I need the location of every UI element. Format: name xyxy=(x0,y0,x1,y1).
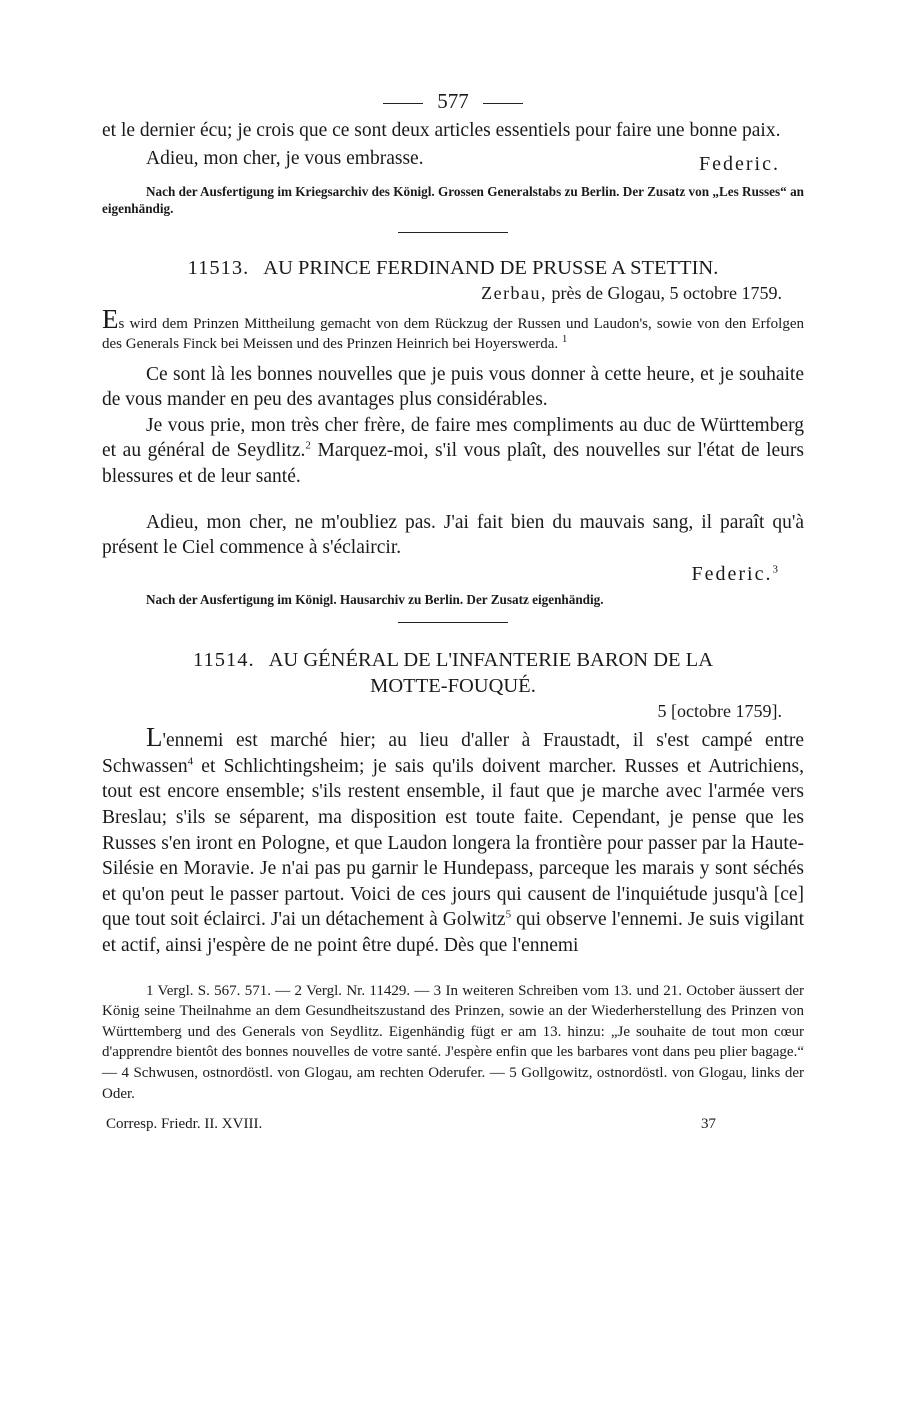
letter-11514-number: 11514. xyxy=(192,649,255,672)
footnote-ref-1: 1 xyxy=(561,332,568,345)
para-2-text-b: Marquez-moi, s'il vous plaît, des nouvelles sur l'état de leurs blessures et de leur santé. xyxy=(102,440,804,487)
page-header xyxy=(102,86,804,116)
body-text-c: qui observe l'ennemi. Je suis vigilant et actif, ainsi j'espère de ne point être dupé. Dès que l'ennemi xyxy=(102,909,804,956)
footnotes: 1 Vergl. S. 567. 571. — 2 Vergl. Nr. 11429. — 3 In weiteren Schreiben vom 13. und 21. October äussert der König seine Theilnahme an dem Gesundheitszustand des Prinzen, sowie an der Wiederherstellung des Prinzen von Württemberg und des Generals von Seydlitz. Eigenhändig fügt er am 13. hinzu: „Je souhaite de tout mon cœur d'apprendre bientôt des bonnes nouvelles de votre santé. J'espère enfin que les barbares vont dans peu plier bagage.“ — 4 Schwusen, ostnordöstl. von Glogau, am rechten Oderufer. — 5 Gollgowitz, ostnordöstl. von Glogau, links der Oder. xyxy=(102,982,804,1102)
header-dash-left xyxy=(383,103,423,104)
prev-letter-closing: Adieu, mon cher, je vous embrasse. xyxy=(146,147,424,169)
separator-rule xyxy=(398,232,508,233)
letter-11514-title-line-2: MOTTE-FOUQUÉ. xyxy=(370,675,536,698)
letter-11513-number: 11513. xyxy=(187,256,250,279)
letter-11513-summary xyxy=(102,303,804,354)
prev-letter-text: et le dernier écu; je crois que ce sont deux articles essentiels pour faire une bonne paix. xyxy=(102,120,781,141)
letter-11513-para-3: Adieu, mon cher, ne m'oubliez pas. J'ai fait bien du mauvais sang, il paraît qu'à présent le Ciel commence à s'éclaircir. xyxy=(102,511,804,559)
prev-letter-source-note: Nach der Ausfertigung im Kriegsarchiv des Königl. Grossen Generalstabs zu Berlin. Der Zusatz von „Les Russes“ an eigenhändig. xyxy=(102,183,804,217)
letter-11514-dateline xyxy=(102,699,804,723)
letter-11513-title: AU PRINCE FERDINAND DE PRUSSE A STETTIN. xyxy=(263,256,719,279)
letter-11513-date: près de Glogau, 5 octobre 1759. xyxy=(551,282,782,303)
footer-series: Corresp. Friedr. II. XVIII. xyxy=(106,1116,263,1133)
para-2-text-a: Je vous prie, mon très cher frère, de faire mes compliments au duc de Württemberg et au général de Seydlitz. xyxy=(102,414,804,462)
footer-sheet-number: 37 xyxy=(701,1116,716,1133)
body-initial: L xyxy=(146,722,163,753)
letter-11514-body xyxy=(102,722,804,958)
letter-11513-heading xyxy=(102,255,804,281)
body-text-b: et Schlichtingsheim; je sais qu'ils doivent marcher. Russes et Autrichiens, tout est encore ensemble; s'ils restent ensemble, il faut que je marche avec l'armée vers Breslau; s'ils se séparent, ma disposition est toute faite. Cependant, je pense que les Russes s'en iront en Pologne, et que Laudon longera la frontière pour passer par la Haute-Silésie en Moravie. Je n'ai pas pu garnir le Hundepass, parceque les marais y sont séchés et qu'on peut le passer partout. Voici de ces jours qui causent de l'inquiétude jusqu'à [ce] que tout soit éclairci. J'ai un détachement à Golwitz xyxy=(102,755,804,931)
body-text-a: 'ennemi est marché hier; au lieu d'aller à Fraustadt, il s'est campé entre Schwassen xyxy=(102,730,804,777)
letter-11513-source-note: Nach der Ausfertigung im Königl. Hausarchiv zu Berlin. Der Zusatz eigenhändig. xyxy=(146,591,604,607)
letter-11514-date: 5 [octobre 1759]. xyxy=(657,701,782,722)
letter-11513-dateline xyxy=(102,281,804,305)
document-page xyxy=(102,86,804,1134)
separator-rule xyxy=(398,622,508,623)
letter-11513-para-2 xyxy=(102,413,804,490)
page-footer xyxy=(102,1114,804,1134)
footnote-ref-3: 3 xyxy=(772,563,780,576)
summary-text: s wird dem Prinzen Mittheilung gemacht von dem Rückzug der Russen und Laudon's, sowie von den Erfolgen des Generals Finck bei Meissen und des Prinzen Heinrich bei Hoyerswerda. xyxy=(102,315,804,352)
header-dash-right xyxy=(483,103,523,104)
letter-11513-signature-line xyxy=(102,561,804,587)
letter-11513-para-1: Ce sont là les bonnes nouvelles que je puis vous donner à cette heure, et je souhaite de vous mander en peu des avantages plus considérables. xyxy=(102,363,804,411)
footnote-ref-4: 4 xyxy=(187,755,194,768)
page-number: 577 xyxy=(437,89,469,113)
summary-initial: E xyxy=(102,303,119,334)
letter-11513-place: Zerbau, xyxy=(481,282,548,303)
letter-11513-signature: Federic. xyxy=(691,562,773,585)
prev-letter-closing-row xyxy=(102,144,804,173)
letter-11514-title-line-1: AU GÉNÉRAL DE L'INFANTERIE BARON DE LA xyxy=(268,649,714,672)
footnote-ref-5: 5 xyxy=(505,908,512,921)
footnote-ref-2: 2 xyxy=(305,439,311,452)
letter-11514-heading xyxy=(102,647,804,699)
prev-letter-signature: Federic. xyxy=(699,152,780,175)
